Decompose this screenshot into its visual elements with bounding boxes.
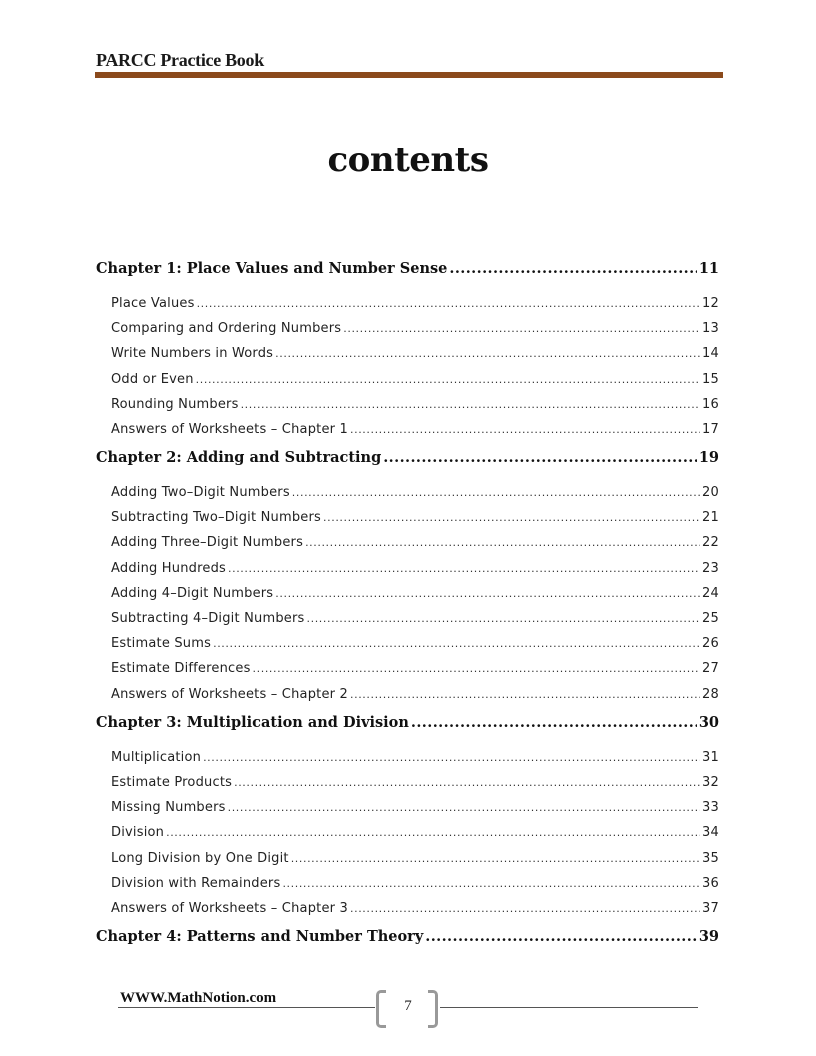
toc-entry-label: Subtracting 4–Digit Numbers — [111, 611, 305, 626]
toc-entry[interactable] — [111, 422, 719, 437]
toc-page-number: 23 — [702, 561, 719, 576]
toc-entry-label: Rounding Numbers — [111, 397, 239, 412]
toc-entry-label: Answers of Worksheets – Chapter 2 — [111, 687, 348, 702]
toc-entry-label: Chapter 1: Place Values and Number Sense — [96, 260, 448, 277]
toc-entry[interactable] — [111, 876, 719, 891]
toc-page-number: 31 — [702, 750, 719, 765]
leader-dots — [196, 372, 700, 387]
toc-page-number: 20 — [702, 485, 719, 500]
toc-entry-label: Division with Remainders — [111, 876, 281, 891]
toc-page-number: 11 — [698, 260, 719, 277]
toc-entry-label: Comparing and Ordering Numbers — [111, 321, 342, 336]
toc-entry[interactable] — [111, 800, 719, 815]
toc-page-number: 16 — [702, 397, 719, 412]
toc-entry-label: Adding Hundreds — [111, 561, 226, 576]
toc-entry-label: Estimate Differences — [111, 661, 251, 676]
toc-entry-label: Missing Numbers — [111, 800, 226, 815]
toc-entry[interactable] — [111, 296, 719, 311]
leader-dots — [305, 535, 700, 550]
leader-dots — [197, 296, 700, 311]
toc-entry-label: Adding Three–Digit Numbers — [111, 535, 304, 550]
toc-entry[interactable] — [111, 372, 719, 387]
toc-entry-label: Division — [111, 825, 165, 840]
leader-dots — [350, 901, 700, 916]
toc-chapter-1[interactable] — [96, 260, 719, 277]
toc-entry-label: Long Division by One Digit — [111, 851, 289, 866]
toc-page-number: 34 — [702, 825, 719, 840]
toc-entry-label: Write Numbers in Words — [111, 346, 274, 361]
toc-entry[interactable] — [111, 825, 719, 840]
toc-page-number: 12 — [702, 296, 719, 311]
toc-page-number: 15 — [702, 372, 719, 387]
toc-page-number: 27 — [702, 661, 719, 676]
toc-entry-label: Chapter 4: Patterns and Number Theory — [96, 928, 424, 945]
toc-entry[interactable] — [111, 397, 719, 412]
leader-dots — [166, 825, 700, 840]
toc-entry[interactable] — [111, 750, 719, 765]
leader-dots — [275, 346, 700, 361]
leader-dots — [203, 750, 700, 765]
toc-entry[interactable] — [111, 901, 719, 916]
toc-entry[interactable] — [111, 611, 719, 626]
toc-entry-label: Adding 4–Digit Numbers — [111, 586, 274, 601]
toc-page-number: 33 — [702, 800, 719, 815]
left-brace-ornament — [376, 990, 386, 1028]
toc-entry-label: Answers of Worksheets – Chapter 1 — [111, 422, 348, 437]
leader-dots — [350, 422, 700, 437]
footer-rule-left — [118, 1007, 375, 1008]
toc-page-number: 26 — [702, 636, 719, 651]
leader-dots — [323, 510, 700, 525]
leader-dots — [253, 661, 701, 676]
leader-dots — [228, 561, 700, 576]
toc-page-number: 37 — [702, 901, 719, 916]
toc-page-number: 39 — [698, 928, 719, 945]
toc-page-number: 21 — [702, 510, 719, 525]
toc-page-number: 36 — [702, 876, 719, 891]
leader-dots — [411, 714, 697, 731]
toc-page-number: 17 — [702, 422, 719, 437]
leader-dots — [213, 636, 700, 651]
toc-entry[interactable] — [111, 661, 719, 676]
toc-entry[interactable] — [111, 346, 719, 361]
toc-entry-label: Odd or Even — [111, 372, 194, 387]
toc-page-number: 25 — [702, 611, 719, 626]
leader-dots — [292, 485, 700, 500]
toc-entry-label: Adding Two–Digit Numbers — [111, 485, 290, 500]
toc-entry[interactable] — [111, 535, 719, 550]
page-number: 7 — [404, 998, 412, 1014]
toc-page-number: 24 — [702, 586, 719, 601]
toc-entry[interactable] — [111, 775, 719, 790]
leader-dots — [425, 928, 697, 945]
toc-page-number: 14 — [702, 346, 719, 361]
toc-chapter-4[interactable] — [96, 928, 719, 945]
toc-page-number: 35 — [702, 851, 719, 866]
footer-website[interactable]: WWW.MathNotion.com — [120, 990, 277, 1006]
toc-entry[interactable] — [111, 561, 719, 576]
header-title: PARCC Practice Book — [96, 50, 264, 70]
leader-dots — [383, 449, 697, 466]
toc-entry-label: Chapter 3: Multiplication and Division — [96, 714, 409, 731]
leader-dots — [449, 260, 696, 277]
toc-entry-label: Estimate Sums — [111, 636, 212, 651]
leader-dots — [228, 800, 700, 815]
toc-page-number: 19 — [698, 449, 719, 466]
toc-entry[interactable] — [111, 687, 719, 702]
toc-page-number: 32 — [702, 775, 719, 790]
leader-dots — [275, 586, 700, 601]
toc-entry-label: Place Values — [111, 296, 195, 311]
toc-entry[interactable] — [111, 851, 719, 866]
toc-entry[interactable] — [111, 510, 719, 525]
toc-entry[interactable] — [111, 636, 719, 651]
footer-rule-right — [440, 1007, 698, 1008]
leader-dots — [234, 775, 700, 790]
toc-entry-label: Subtracting Two–Digit Numbers — [111, 510, 322, 525]
leader-dots — [307, 611, 701, 626]
toc-entry-label: Answers of Worksheets – Chapter 3 — [111, 901, 348, 916]
leader-dots — [282, 876, 700, 891]
toc-entry[interactable] — [111, 485, 719, 500]
toc-chapter-3[interactable] — [96, 714, 719, 731]
toc-chapter-2[interactable] — [96, 449, 719, 466]
toc-entry[interactable] — [111, 586, 719, 601]
leader-dots — [241, 397, 700, 412]
toc-page-number: 30 — [698, 714, 719, 731]
toc-entry-label: Multiplication — [111, 750, 202, 765]
toc-page-number: 13 — [702, 321, 719, 336]
page-title: contents — [327, 140, 489, 180]
toc-page-number: 28 — [702, 687, 719, 702]
toc-entry-label: Estimate Products — [111, 775, 233, 790]
toc-page-number: 22 — [702, 535, 719, 550]
right-brace-ornament — [428, 990, 438, 1028]
toc-entry-label: Chapter 2: Adding and Subtracting — [96, 449, 382, 466]
leader-dots — [350, 687, 700, 702]
leader-dots — [291, 851, 700, 866]
leader-dots — [343, 321, 700, 336]
toc-entry[interactable] — [111, 321, 719, 336]
